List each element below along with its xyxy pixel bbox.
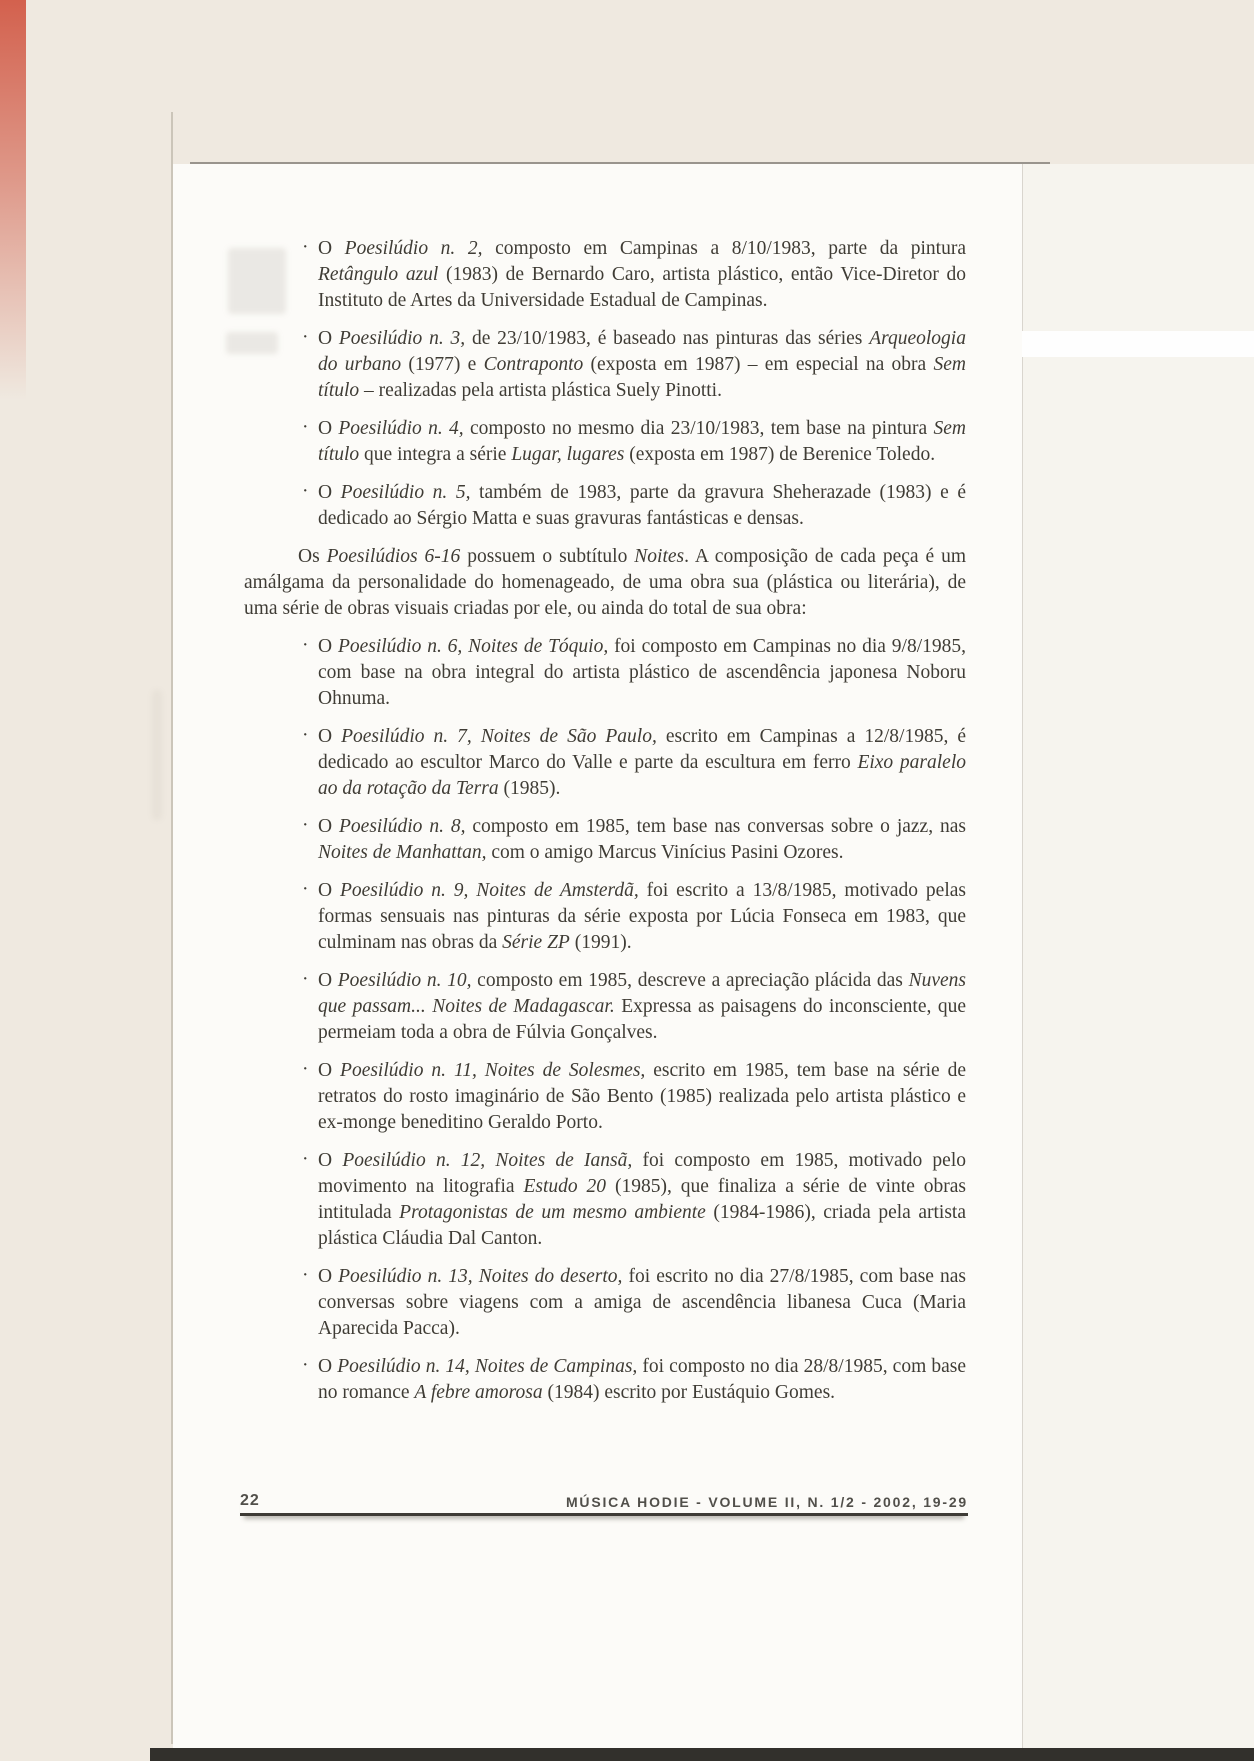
bullet-item [302, 1148, 967, 1252]
page-body-text [244, 236, 966, 1418]
page-footer [240, 1492, 968, 1516]
bullet-dot-icon: · [302, 879, 309, 900]
bullet-text: O Poesilúdio n. 4, composto no mesmo dia 23/10/1983, tem base na pintura Sem título que integra a série Lugar, lugares (exposta em 1987) de Berenice Toledo. [318, 418, 966, 465]
page-right-margin-shade [1022, 164, 1254, 1748]
bullet-dot-icon: · [302, 327, 309, 348]
scan-edge-artifact [0, 0, 26, 400]
bullet-text: O Poesilúdio n. 2, composto em Campinas a 8/10/1983, parte da pintura Retângulo azul (1983) de Bernardo Caro, artista plástico, então Vice-Diretor do Instituto de Artes da Universidade Estadual de Campinas. [318, 238, 966, 311]
bullet-text: O Poesilúdio n. 14, Noites de Campinas, foi composto no dia 28/8/1985, com base no romance A febre amorosa (1984) escrito por Eustáquio Gomes. [318, 1356, 966, 1403]
bullet-dot-icon: · [302, 1059, 309, 1080]
bullet-item [302, 1264, 966, 1342]
bullet-dot-icon: · [302, 635, 309, 656]
bullet-item [302, 326, 966, 404]
bullet-text: O Poesilúdio n. 10, composto em 1985, descreve a apreciação plácida das Nuvens que passam... Noites de Madagascar. Expressa as paisagens do inconsciente, que permeiam toda a obra de Fúlvia Gonçalves. [318, 970, 966, 1043]
bullet-text: O Poesilúdio n. 6, Noites de Tóquio, foi composto em Campinas no dia 9/8/1985, com base na obra integral do artista plástico de ascendência japonesa Noboru Ohnuma. [318, 636, 966, 709]
bullet-item [302, 1058, 966, 1136]
page-top-edge-line [190, 162, 1050, 164]
bullet-dot-icon: · [302, 815, 309, 836]
bullet-dot-icon: · [302, 417, 309, 438]
bullet-item [302, 236, 966, 314]
bullet-item [302, 634, 966, 712]
intro-paragraph: Os Poesilúdios 6-16 possuem o subtítulo Noites. A composição de cada peça é um amálgama da personalidade do homenageado, de uma obra sua (plástica ou literária), de uma série de obras visuais criadas por ele, ou ainda do total de sua obra: [244, 546, 967, 619]
bullet-item [302, 416, 966, 468]
bullet-text: O Poesilúdio n. 3, de 23/10/1983, é baseado nas pinturas das séries Arqueologia do urbano (1977) e Contraponto (exposta em 1987) – em especial na obra Sem título – realizadas pela artista plástica Suely Pinotti. [318, 328, 966, 401]
page-number: 22 [240, 1492, 260, 1509]
bullet-item [302, 814, 966, 866]
bullet-dot-icon: · [302, 1355, 309, 1376]
scan-white-band-artifact [1022, 331, 1254, 357]
bullet-dot-icon: · [302, 1149, 309, 1170]
bullet-text: O Poesilúdio n. 8, composto em 1985, tem base nas conversas sobre o jazz, nas Noites de Manhattan, com o amigo Marcus Vinícius Pasini Ozores. [318, 816, 966, 863]
bullet-item [302, 878, 966, 956]
journal-citation: MÚSICA HODIE - VOLUME II, N. 1/2 - 2002, 19-29 [565, 1494, 968, 1510]
bullet-text: O Poesilúdio n. 7, Noites de São Paulo, escrito em Campinas a 12/8/1985, é dedicado ao escultor Marco do Valle e parte da escultura em ferro Eixo paralelo ao da rotação da Terra (1985). [318, 726, 966, 799]
bullet-text: O Poesilúdio n. 11, Noites de Solesmes, escrito em 1985, tem base na série de retratos do rosto imaginário de São Bento (1985) realizada pelo artista plástico e ex-monge beneditino Geraldo Porto. [318, 1060, 966, 1133]
bullet-item [302, 724, 966, 802]
bullet-text: O Poesilúdio n. 5, também de 1983, parte da gravura Sheherazade (1983) e é dedicado ao Sérgio Matta e suas gravuras fantásticas e densas. [318, 482, 966, 529]
page-left-edge-shadow [171, 112, 173, 1744]
bullet-text: O Poesilúdio n. 9, Noites de Amsterdã, foi escrito a 13/8/1985, motivado pelas formas sensuais nas pinturas da série exposta por Lúcia Fonseca em 1983, que culminam nas obras da Série ZP (1991). [318, 880, 966, 953]
bullet-item [302, 480, 966, 532]
bullet-dot-icon: · [302, 969, 309, 990]
ink-bleed-smudge [152, 690, 162, 820]
bullet-dot-icon: · [302, 725, 309, 746]
bullet-dot-icon: · [302, 1265, 309, 1286]
bullet-dot-icon: · [302, 481, 309, 502]
bullet-item [302, 968, 966, 1046]
bullet-item [302, 1354, 966, 1406]
bullet-text: O Poesilúdio n. 13, Noites do deserto, foi escrito no dia 27/8/1985, com base nas conversas sobre viagens com a amiga de ascendência libanesa Cuca (Maria Aparecida Pacca). [318, 1266, 966, 1339]
bullet-dot-icon: · [302, 237, 309, 258]
bullet-text: O Poesilúdio n. 12, Noites de Iansã, foi composto em 1985, motivado pelo movimento na litografia Estudo 20 (1985), que finaliza a série de vinte obras intitulada Protagonistas de um mesmo ambiente (1984-1986), criada pela artista plástica Cláudia Dal Canton. [318, 1150, 967, 1249]
scan-bottom-strip [150, 1748, 1254, 1761]
